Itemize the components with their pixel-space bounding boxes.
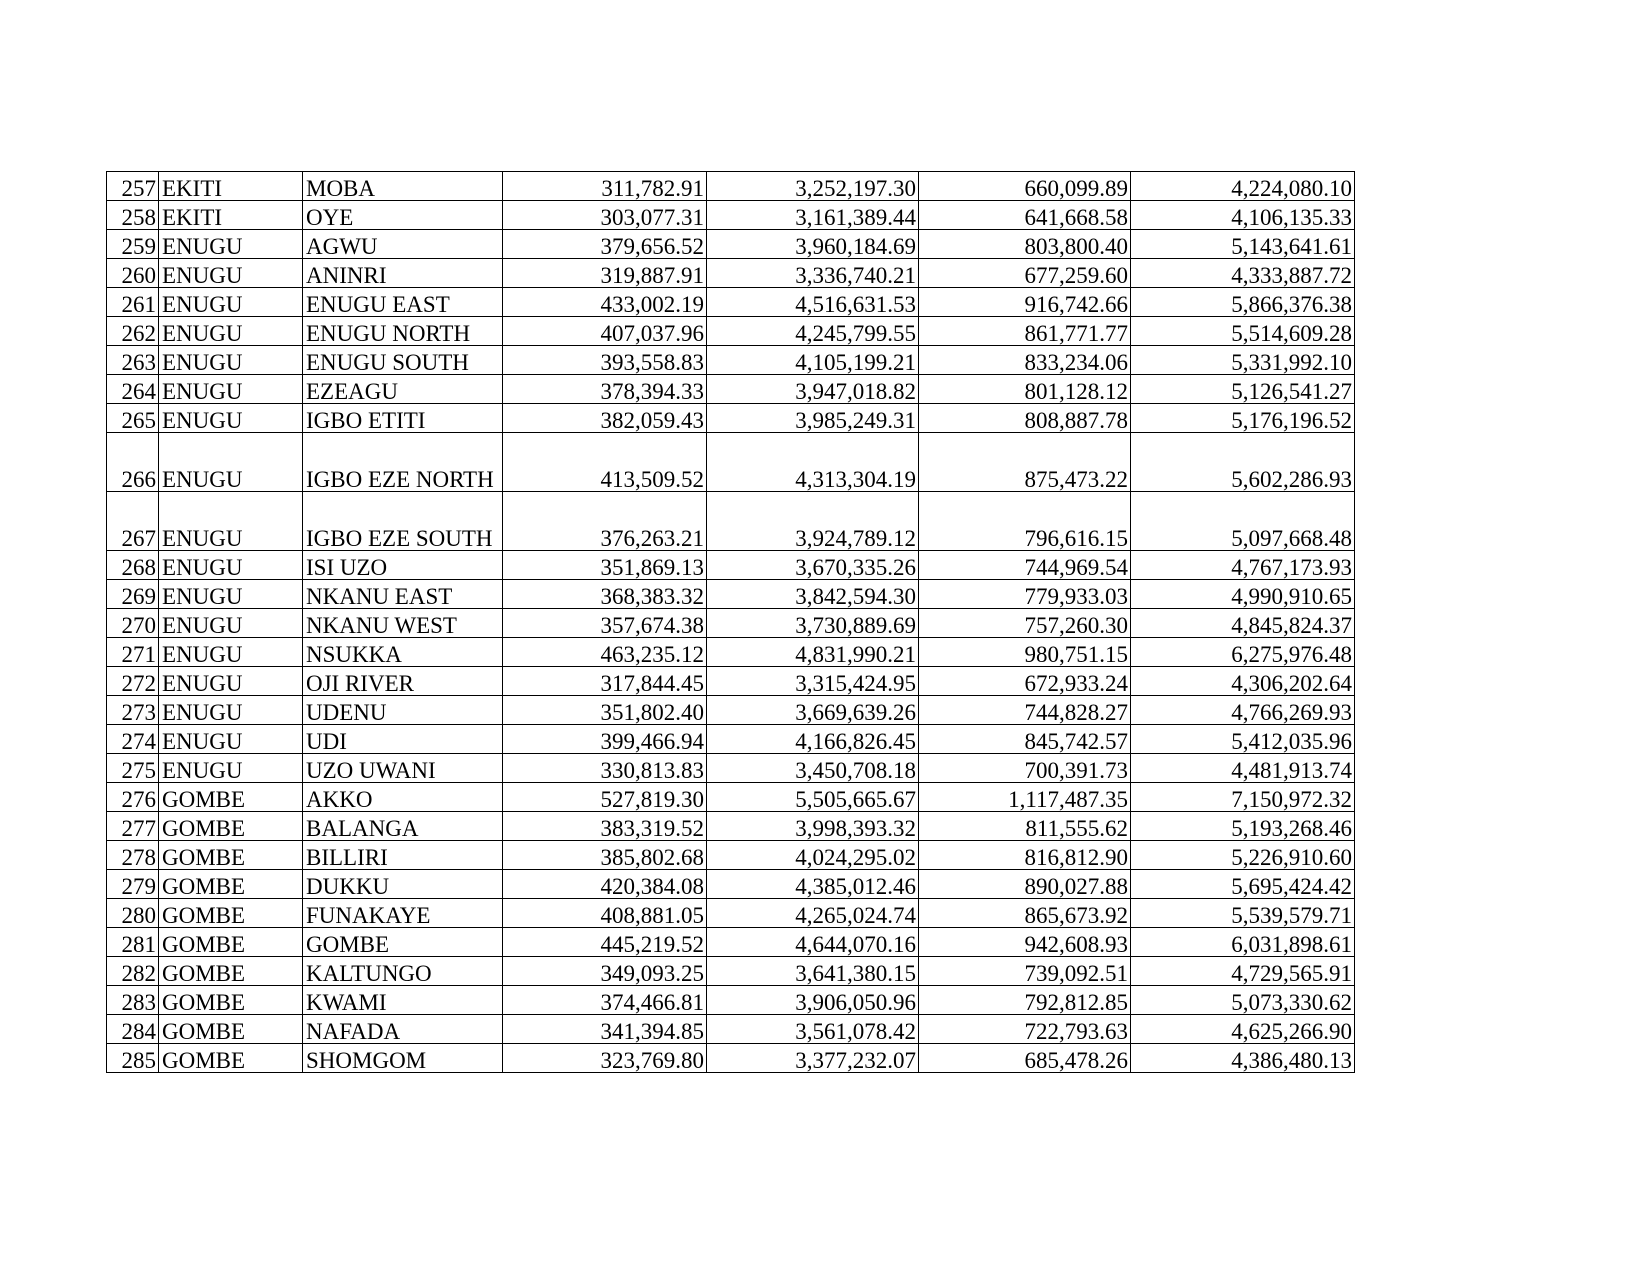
value-4-cell: 5,866,376.38 [1131, 288, 1355, 317]
value-1-cell: 351,869.13 [503, 551, 707, 580]
table-row [107, 957, 1355, 986]
lga-cell: BILLIRI [303, 841, 503, 870]
value-4-cell: 7,150,972.32 [1131, 783, 1355, 812]
row-number-cell: 285 [107, 1044, 159, 1073]
value-1-cell: 413,509.52 [503, 433, 707, 492]
value-1-cell: 399,466.94 [503, 725, 707, 754]
lga-cell: NAFADA [303, 1015, 503, 1044]
row-number-cell: 273 [107, 696, 159, 725]
value-2-cell: 4,313,304.19 [707, 433, 919, 492]
value-2-cell: 3,336,740.21 [707, 259, 919, 288]
state-cell: ENUGU [159, 259, 303, 288]
value-1-cell: 382,059.43 [503, 404, 707, 433]
state-cell: GOMBE [159, 928, 303, 957]
value-4-cell: 6,031,898.61 [1131, 928, 1355, 957]
table-row [107, 404, 1355, 433]
table-row [107, 317, 1355, 346]
value-1-cell: 351,802.40 [503, 696, 707, 725]
lga-cell: ISI UZO [303, 551, 503, 580]
lga-cell: BALANGA [303, 812, 503, 841]
state-cell: GOMBE [159, 812, 303, 841]
value-1-cell: 341,394.85 [503, 1015, 707, 1044]
value-3-cell: 677,259.60 [919, 259, 1131, 288]
value-2-cell: 5,505,665.67 [707, 783, 919, 812]
value-4-cell: 5,412,035.96 [1131, 725, 1355, 754]
value-4-cell: 4,481,913.74 [1131, 754, 1355, 783]
state-cell: EKITI [159, 172, 303, 201]
table-row [107, 754, 1355, 783]
table-row [107, 259, 1355, 288]
lga-cell: NKANU WEST [303, 609, 503, 638]
row-number-cell: 258 [107, 201, 159, 230]
value-2-cell: 4,105,199.21 [707, 346, 919, 375]
value-2-cell: 3,998,393.32 [707, 812, 919, 841]
value-1-cell: 383,319.52 [503, 812, 707, 841]
state-cell: ENUGU [159, 230, 303, 259]
allocation-table-page [106, 171, 1355, 1073]
table-row [107, 725, 1355, 754]
value-4-cell: 5,176,196.52 [1131, 404, 1355, 433]
state-cell: ENUGU [159, 288, 303, 317]
value-2-cell: 4,831,990.21 [707, 638, 919, 667]
value-4-cell: 5,602,286.93 [1131, 433, 1355, 492]
lga-cell: ENUGU SOUTH [303, 346, 503, 375]
row-number-cell: 282 [107, 957, 159, 986]
table-row [107, 580, 1355, 609]
state-cell: GOMBE [159, 986, 303, 1015]
value-2-cell: 3,924,789.12 [707, 492, 919, 551]
row-number-cell: 259 [107, 230, 159, 259]
lga-cell: IGBO EZE SOUTH [303, 492, 503, 551]
value-3-cell: 875,473.22 [919, 433, 1131, 492]
value-2-cell: 3,161,389.44 [707, 201, 919, 230]
row-number-cell: 276 [107, 783, 159, 812]
value-1-cell: 378,394.33 [503, 375, 707, 404]
value-3-cell: 672,933.24 [919, 667, 1131, 696]
row-number-cell: 257 [107, 172, 159, 201]
value-3-cell: 801,128.12 [919, 375, 1131, 404]
row-number-cell: 269 [107, 580, 159, 609]
lga-cell: EZEAGU [303, 375, 503, 404]
value-2-cell: 4,385,012.46 [707, 870, 919, 899]
value-1-cell: 311,782.91 [503, 172, 707, 201]
row-number-cell: 279 [107, 870, 159, 899]
value-4-cell: 4,224,080.10 [1131, 172, 1355, 201]
value-3-cell: 811,555.62 [919, 812, 1131, 841]
table-body [107, 172, 1355, 1073]
state-cell: ENUGU [159, 638, 303, 667]
value-4-cell: 4,386,480.13 [1131, 1044, 1355, 1073]
lga-cell: AKKO [303, 783, 503, 812]
value-3-cell: 700,391.73 [919, 754, 1131, 783]
value-1-cell: 330,813.83 [503, 754, 707, 783]
value-4-cell: 4,625,266.90 [1131, 1015, 1355, 1044]
state-cell: ENUGU [159, 375, 303, 404]
table-row [107, 551, 1355, 580]
value-2-cell: 3,906,050.96 [707, 986, 919, 1015]
row-number-cell: 283 [107, 986, 159, 1015]
value-4-cell: 5,226,910.60 [1131, 841, 1355, 870]
value-4-cell: 4,845,824.37 [1131, 609, 1355, 638]
value-4-cell: 4,990,910.65 [1131, 580, 1355, 609]
table-row [107, 433, 1355, 492]
value-2-cell: 3,641,380.15 [707, 957, 919, 986]
row-number-cell: 266 [107, 433, 159, 492]
state-cell: ENUGU [159, 551, 303, 580]
value-3-cell: 942,608.93 [919, 928, 1131, 957]
value-3-cell: 833,234.06 [919, 346, 1131, 375]
value-2-cell: 3,842,594.30 [707, 580, 919, 609]
value-1-cell: 317,844.45 [503, 667, 707, 696]
value-2-cell: 3,960,184.69 [707, 230, 919, 259]
value-3-cell: 739,092.51 [919, 957, 1131, 986]
value-2-cell: 3,315,424.95 [707, 667, 919, 696]
value-3-cell: 722,793.63 [919, 1015, 1131, 1044]
value-4-cell: 5,514,609.28 [1131, 317, 1355, 346]
table-row [107, 812, 1355, 841]
lga-cell: SHOMGOM [303, 1044, 503, 1073]
value-1-cell: 420,384.08 [503, 870, 707, 899]
value-3-cell: 980,751.15 [919, 638, 1131, 667]
state-cell: GOMBE [159, 870, 303, 899]
lga-cell: KALTUNGO [303, 957, 503, 986]
table-row [107, 696, 1355, 725]
state-cell: ENUGU [159, 725, 303, 754]
lga-cell: MOBA [303, 172, 503, 201]
row-number-cell: 280 [107, 899, 159, 928]
state-cell: GOMBE [159, 1015, 303, 1044]
value-4-cell: 6,275,976.48 [1131, 638, 1355, 667]
value-4-cell: 4,333,887.72 [1131, 259, 1355, 288]
table-row [107, 638, 1355, 667]
value-3-cell: 890,027.88 [919, 870, 1131, 899]
row-number-cell: 260 [107, 259, 159, 288]
value-1-cell: 319,887.91 [503, 259, 707, 288]
value-3-cell: 845,742.57 [919, 725, 1131, 754]
table-row [107, 492, 1355, 551]
value-1-cell: 349,093.25 [503, 957, 707, 986]
value-3-cell: 1,117,487.35 [919, 783, 1131, 812]
value-4-cell: 5,126,541.27 [1131, 375, 1355, 404]
table-row [107, 667, 1355, 696]
row-number-cell: 263 [107, 346, 159, 375]
row-number-cell: 264 [107, 375, 159, 404]
value-2-cell: 4,516,631.53 [707, 288, 919, 317]
value-1-cell: 527,819.30 [503, 783, 707, 812]
state-cell: ENUGU [159, 404, 303, 433]
row-number-cell: 272 [107, 667, 159, 696]
value-1-cell: 357,674.38 [503, 609, 707, 638]
lga-cell: ANINRI [303, 259, 503, 288]
value-3-cell: 796,616.15 [919, 492, 1131, 551]
value-3-cell: 660,099.89 [919, 172, 1131, 201]
value-1-cell: 323,769.80 [503, 1044, 707, 1073]
value-2-cell: 4,024,295.02 [707, 841, 919, 870]
state-cell: ENUGU [159, 754, 303, 783]
row-number-cell: 261 [107, 288, 159, 317]
value-4-cell: 5,073,330.62 [1131, 986, 1355, 1015]
value-2-cell: 3,985,249.31 [707, 404, 919, 433]
state-cell: GOMBE [159, 841, 303, 870]
state-cell: ENUGU [159, 317, 303, 346]
value-4-cell: 4,766,269.93 [1131, 696, 1355, 725]
value-2-cell: 3,450,708.18 [707, 754, 919, 783]
row-number-cell: 281 [107, 928, 159, 957]
value-2-cell: 4,265,024.74 [707, 899, 919, 928]
table-row [107, 172, 1355, 201]
row-number-cell: 275 [107, 754, 159, 783]
value-3-cell: 744,828.27 [919, 696, 1131, 725]
state-cell: EKITI [159, 201, 303, 230]
value-1-cell: 407,037.96 [503, 317, 707, 346]
allocation-table [106, 171, 1355, 1073]
state-cell: ENUGU [159, 580, 303, 609]
table-row [107, 928, 1355, 957]
row-number-cell: 274 [107, 725, 159, 754]
lga-cell: UDI [303, 725, 503, 754]
value-2-cell: 4,245,799.55 [707, 317, 919, 346]
state-cell: GOMBE [159, 899, 303, 928]
state-cell: ENUGU [159, 433, 303, 492]
value-2-cell: 3,377,232.07 [707, 1044, 919, 1073]
lga-cell: NKANU EAST [303, 580, 503, 609]
table-row [107, 375, 1355, 404]
table-row [107, 609, 1355, 638]
lga-cell: DUKKU [303, 870, 503, 899]
value-2-cell: 3,670,335.26 [707, 551, 919, 580]
value-2-cell: 4,644,070.16 [707, 928, 919, 957]
state-cell: ENUGU [159, 492, 303, 551]
row-number-cell: 268 [107, 551, 159, 580]
lga-cell: ENUGU EAST [303, 288, 503, 317]
lga-cell: KWAMI [303, 986, 503, 1015]
value-3-cell: 792,812.85 [919, 986, 1131, 1015]
value-2-cell: 3,669,639.26 [707, 696, 919, 725]
value-3-cell: 861,771.77 [919, 317, 1131, 346]
state-cell: GOMBE [159, 1044, 303, 1073]
lga-cell: OJI RIVER [303, 667, 503, 696]
value-4-cell: 5,695,424.42 [1131, 870, 1355, 899]
value-1-cell: 379,656.52 [503, 230, 707, 259]
table-row [107, 783, 1355, 812]
value-2-cell: 3,252,197.30 [707, 172, 919, 201]
value-4-cell: 5,193,268.46 [1131, 812, 1355, 841]
value-3-cell: 865,673.92 [919, 899, 1131, 928]
table-row [107, 1015, 1355, 1044]
lga-cell: IGBO EZE NORTH [303, 433, 503, 492]
lga-cell: IGBO ETITI [303, 404, 503, 433]
value-3-cell: 685,478.26 [919, 1044, 1131, 1073]
table-row [107, 841, 1355, 870]
lga-cell: ENUGU NORTH [303, 317, 503, 346]
value-3-cell: 641,668.58 [919, 201, 1131, 230]
row-number-cell: 277 [107, 812, 159, 841]
value-1-cell: 393,558.83 [503, 346, 707, 375]
value-4-cell: 5,331,992.10 [1131, 346, 1355, 375]
lga-cell: GOMBE [303, 928, 503, 957]
value-2-cell: 4,166,826.45 [707, 725, 919, 754]
lga-cell: FUNAKAYE [303, 899, 503, 928]
value-4-cell: 5,143,641.61 [1131, 230, 1355, 259]
value-2-cell: 3,561,078.42 [707, 1015, 919, 1044]
state-cell: GOMBE [159, 783, 303, 812]
row-number-cell: 267 [107, 492, 159, 551]
value-2-cell: 3,730,889.69 [707, 609, 919, 638]
row-number-cell: 262 [107, 317, 159, 346]
value-1-cell: 463,235.12 [503, 638, 707, 667]
row-number-cell: 270 [107, 609, 159, 638]
value-1-cell: 385,802.68 [503, 841, 707, 870]
value-1-cell: 433,002.19 [503, 288, 707, 317]
row-number-cell: 278 [107, 841, 159, 870]
value-1-cell: 376,263.21 [503, 492, 707, 551]
lga-cell: AGWU [303, 230, 503, 259]
state-cell: GOMBE [159, 957, 303, 986]
table-row [107, 288, 1355, 317]
value-1-cell: 445,219.52 [503, 928, 707, 957]
table-row [107, 201, 1355, 230]
value-3-cell: 779,933.03 [919, 580, 1131, 609]
state-cell: ENUGU [159, 346, 303, 375]
table-row [107, 870, 1355, 899]
value-3-cell: 808,887.78 [919, 404, 1131, 433]
lga-cell: UZO UWANI [303, 754, 503, 783]
value-1-cell: 368,383.32 [503, 580, 707, 609]
value-1-cell: 408,881.05 [503, 899, 707, 928]
row-number-cell: 284 [107, 1015, 159, 1044]
table-row [107, 986, 1355, 1015]
value-3-cell: 816,812.90 [919, 841, 1131, 870]
value-3-cell: 757,260.30 [919, 609, 1131, 638]
value-4-cell: 4,106,135.33 [1131, 201, 1355, 230]
row-number-cell: 265 [107, 404, 159, 433]
value-3-cell: 744,969.54 [919, 551, 1131, 580]
state-cell: ENUGU [159, 609, 303, 638]
value-4-cell: 4,767,173.93 [1131, 551, 1355, 580]
value-1-cell: 374,466.81 [503, 986, 707, 1015]
table-row [107, 230, 1355, 259]
state-cell: ENUGU [159, 667, 303, 696]
lga-cell: OYE [303, 201, 503, 230]
value-4-cell: 4,306,202.64 [1131, 667, 1355, 696]
state-cell: ENUGU [159, 696, 303, 725]
value-4-cell: 5,539,579.71 [1131, 899, 1355, 928]
table-row [107, 346, 1355, 375]
value-3-cell: 916,742.66 [919, 288, 1131, 317]
value-2-cell: 3,947,018.82 [707, 375, 919, 404]
table-row [107, 899, 1355, 928]
value-4-cell: 4,729,565.91 [1131, 957, 1355, 986]
lga-cell: UDENU [303, 696, 503, 725]
table-row [107, 1044, 1355, 1073]
value-3-cell: 803,800.40 [919, 230, 1131, 259]
lga-cell: NSUKKA [303, 638, 503, 667]
row-number-cell: 271 [107, 638, 159, 667]
value-4-cell: 5,097,668.48 [1131, 492, 1355, 551]
value-1-cell: 303,077.31 [503, 201, 707, 230]
